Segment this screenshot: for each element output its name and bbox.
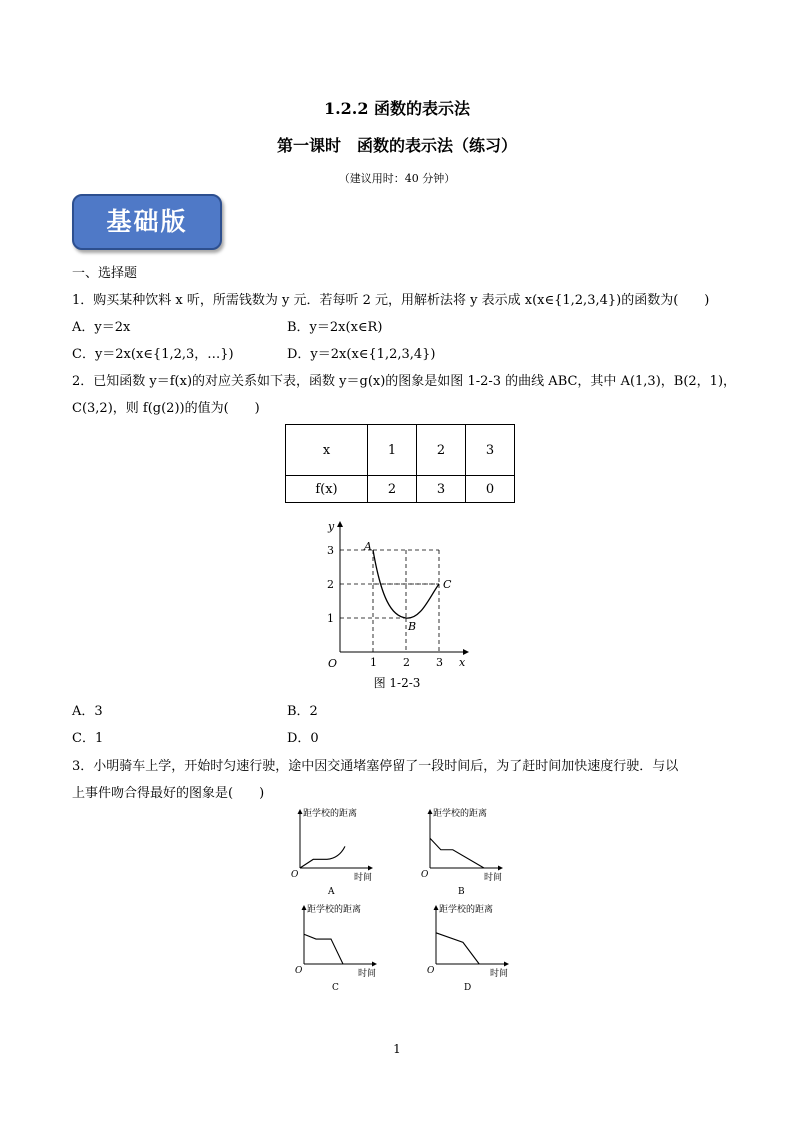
q2-stem-line1: 2．已知函数 y＝f(x)的对应关系如下表，函数 y＝g(x)的图象是如图 1-2-3 的曲线 ABC，其中 A(1,3)，B(2，1)， [72, 374, 737, 389]
graph-option-label: B [458, 887, 465, 897]
graph-option-label: D [464, 983, 472, 993]
distance-curve [304, 934, 343, 964]
table-cell: 3 [466, 425, 515, 476]
graph-xlabel: 时间 [484, 873, 503, 883]
graph-ylabel: 距学校的距离 [307, 905, 362, 915]
figure-caption: 图 1-2-3 [373, 676, 421, 690]
graph-xlabel: 时间 [358, 969, 377, 979]
q1-option-c: C．y＝2x(x∈{1,2,3，…}) [72, 347, 234, 362]
table-cell: 0 [466, 476, 515, 503]
graph-b [416, 806, 516, 898]
q2-option-b: B．2 [287, 704, 318, 719]
origin-label: O [328, 657, 338, 670]
table-cell: 1 [368, 425, 417, 476]
point-label-c: C [443, 578, 452, 591]
table-cell: 2 [417, 425, 466, 476]
title: 1.2.2 函数的表示法 [323, 99, 471, 118]
graph-origin: O [291, 870, 299, 880]
point-label-b: B [408, 620, 417, 633]
point-label-a: A [364, 540, 372, 553]
table-cell: 2 [368, 476, 417, 503]
time-note: （建议用时：40 分钟） [338, 172, 456, 185]
table-row [286, 476, 515, 503]
q3-stem-line1: 3．小明骑车上学，开始时匀速行驶，途中因交通堵塞停留了一段时间后，为了赶时间加快速度行驶．与以 [72, 759, 679, 774]
section-heading: 一、选择题 [72, 266, 138, 281]
q3-stem-line2: 上事件吻合得最好的图象是( ) [72, 786, 265, 801]
y-tick-label: 3 [327, 544, 334, 557]
graph-ylabel: 距学校的距离 [439, 905, 494, 915]
figure-labels [327, 520, 466, 670]
graph-a [286, 806, 386, 898]
graph-d [422, 902, 522, 994]
graph-xlabel: 时间 [354, 873, 373, 883]
q1-option-d: D．y＝2x(x∈{1,2,3,4}) [287, 347, 436, 362]
q2-option-c: C．1 [72, 731, 104, 746]
table-row [286, 425, 515, 476]
page-number: 1 [393, 1042, 401, 1056]
x-axis-label: x [459, 656, 466, 669]
q2-option-d: D．0 [287, 731, 319, 746]
graph-ylabel: 距学校的距离 [433, 809, 488, 819]
distance-curve [300, 846, 345, 868]
y-axis-label: y [328, 520, 335, 533]
table-cell: x [286, 425, 368, 476]
x-tick-label: 3 [436, 656, 443, 669]
distance-curve [430, 838, 484, 868]
graph-xlabel: 时间 [490, 969, 509, 979]
graph-origin: O [427, 966, 435, 976]
grid-lines [340, 550, 439, 652]
graph-c [290, 902, 390, 994]
q1-option-a: A．y＝2x [72, 320, 131, 335]
y-tick-label: 2 [327, 578, 334, 591]
distance-curve [436, 933, 479, 964]
graph-option-label: C [332, 983, 339, 993]
x-tick-label: 2 [403, 656, 410, 669]
y-tick-label: 1 [327, 612, 334, 625]
graph-option-label: A [328, 887, 335, 897]
table-cell: f(x) [286, 476, 368, 503]
graph-origin: O [295, 966, 303, 976]
q1-option-b: B．y＝2x(x∈R) [287, 320, 383, 335]
q2-stem-line2: C(3,2)，则 f(g(2))的值为( ) [72, 401, 260, 416]
q1-stem: 1．购买某种饮料 x 听，所需钱数为 y 元．若每听 2 元，用解析法将 y 表示成 x(x∈{1,2,3,4})的函数为( ) [72, 293, 710, 308]
subtitle: 第一课时 函数的表示法（练习） [276, 136, 517, 155]
fx-table [285, 424, 515, 503]
figure-1-2-3 [320, 518, 480, 670]
graph-ylabel: 距学校的距离 [303, 809, 358, 819]
x-tick-label: 1 [370, 656, 377, 669]
level-badge-label: 基础版 [106, 207, 188, 236]
graph-origin: O [421, 870, 429, 880]
table-cell: 3 [417, 476, 466, 503]
q2-option-a: A．3 [72, 704, 103, 719]
